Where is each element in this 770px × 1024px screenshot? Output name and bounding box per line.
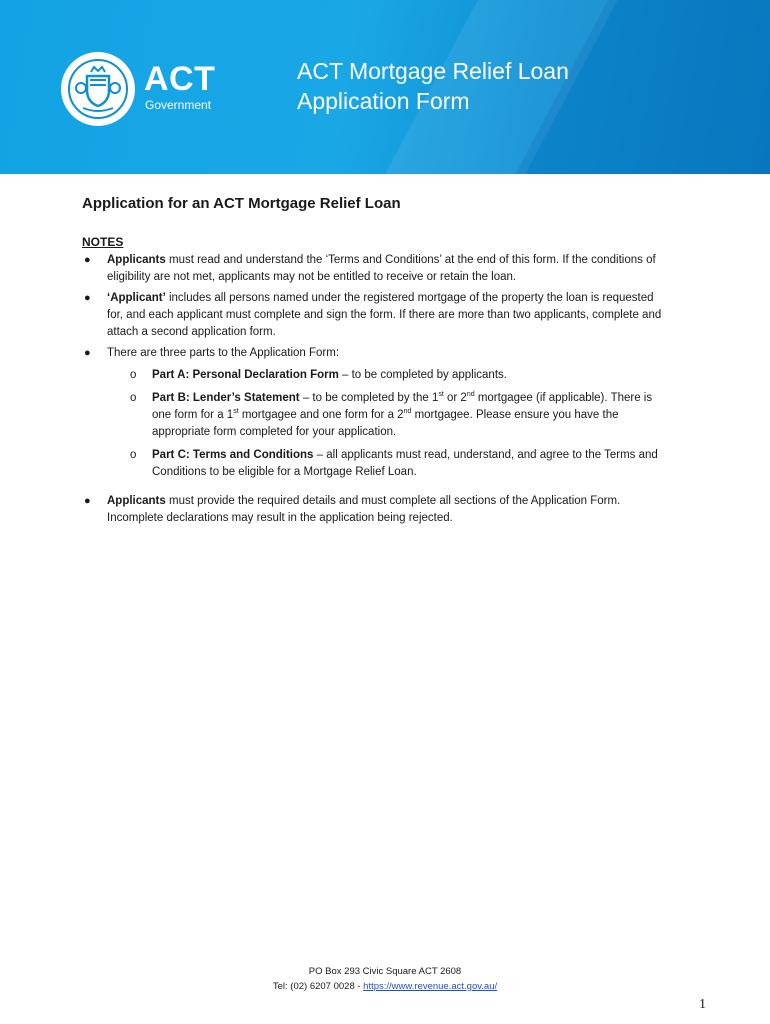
bold-text: Part B: Lender’s Statement	[152, 392, 300, 404]
circle-bullet-icon: o	[130, 392, 137, 404]
bullet-icon: ●	[84, 254, 91, 266]
footer-address: PO Box 293 Civic Square ACT 2608	[308, 966, 462, 977]
logo-act-text: ACT	[144, 60, 216, 98]
bold-text: Part C: Terms and Conditions	[152, 449, 314, 461]
page-number: 1	[699, 997, 706, 1012]
item-text: includes all persons named under the registered mortgage of the property the loan is requested for, and each applicant must complete and sign the form. If there are more than two applicants, complete and attach a second application form.	[107, 292, 662, 338]
notes-list	[82, 252, 670, 531]
bold-text: Applicants	[107, 495, 166, 507]
item-text: or 2	[443, 392, 467, 404]
bullet-icon: ●	[84, 495, 91, 507]
list-item	[82, 290, 670, 341]
list-item	[82, 345, 670, 362]
section-heading: Application for an ACT Mortgage Relief Loan	[82, 195, 401, 212]
page-footer	[0, 964, 770, 994]
circle-bullet-icon: o	[130, 449, 137, 461]
bullet-icon: ●	[84, 347, 91, 359]
superscript: nd	[466, 391, 475, 399]
item-text: – to be completed by the 1	[299, 392, 439, 404]
sub-list-item-part-b	[82, 390, 670, 441]
item-text: must read and understand the ‘Terms and Conditions’ at the end of this form. If the conditions of eligibility are not met, applicants may not be entitled to receive or retain the loan.	[107, 254, 656, 283]
item-text: – to be completed by applicants.	[338, 369, 507, 381]
act-coat-of-arms-icon	[61, 52, 135, 126]
item-text: There are three parts to the Application Form:	[107, 347, 340, 359]
bullet-icon: ●	[84, 292, 91, 304]
item-text: mortgagee and one form for a 2	[238, 409, 404, 421]
list-item	[82, 493, 670, 527]
bold-text: Applicants	[107, 254, 166, 266]
sub-list-item-part-a	[82, 367, 670, 384]
superscript: st	[438, 391, 444, 399]
list-item	[82, 252, 670, 286]
notes-label: NOTES	[82, 235, 124, 249]
item-text: mortgagee. Please ensure you have the appropriate form completed for your application.	[152, 409, 619, 438]
superscript: nd	[403, 408, 412, 416]
circle-bullet-icon: o	[130, 369, 137, 381]
bold-text: Part A: Personal Declaration Form	[152, 369, 339, 381]
sub-list-item-part-c	[82, 447, 670, 481]
footer-contact	[0, 979, 770, 994]
bold-text: ‘Applicant’	[107, 292, 166, 304]
item-text: must provide the required details and must complete all sections of the Application Form. Incomplete declarations may result in the application being rejected.	[107, 495, 621, 524]
footer-tel: Tel: (02) 6207 0028 -	[272, 981, 364, 992]
item-text: mortgagee (if applicable). There is one form for a 1	[152, 392, 653, 421]
logo-government-text: Government	[145, 98, 212, 112]
document-title	[297, 56, 569, 116]
item-text: – all applicants must read, understand, and agree to the Terms and Conditions to be eligible for a Mortgage Relief Loan.	[152, 449, 658, 478]
superscript: st	[233, 408, 239, 416]
title-line-2: Application Form	[297, 88, 470, 114]
title-line-1: ACT Mortgage Relief Loan	[297, 58, 569, 84]
header-banner	[0, 0, 770, 174]
revenue-website-link[interactable]: https://www.revenue.act.gov.au/	[363, 981, 498, 992]
